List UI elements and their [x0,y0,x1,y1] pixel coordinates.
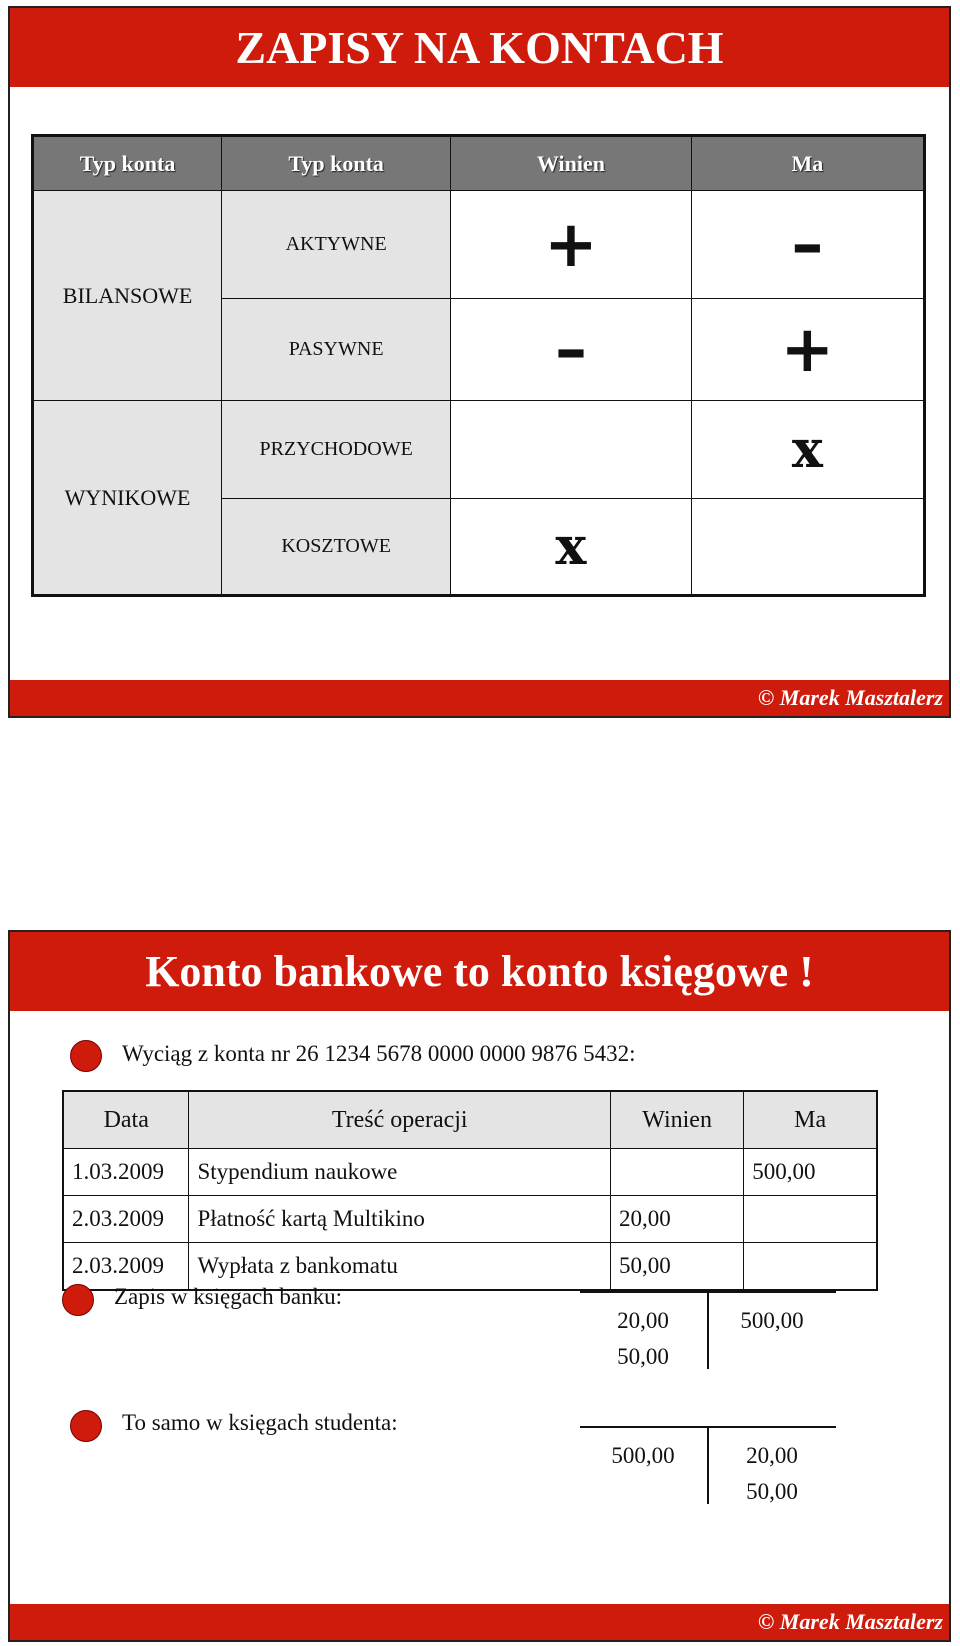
t-account-debit [580,1438,706,1474]
header-cell: Ma [744,1091,877,1149]
t-account-value: 20,00 [746,1443,798,1468]
ma-cell [744,1196,877,1243]
account-rules-table [31,134,926,597]
header-cell: Typ konta [33,136,222,191]
bullet-icon [70,1040,102,1072]
date-cell: 2.03.2009 [63,1196,189,1243]
winien-mark [451,401,692,499]
winien-sign: – [451,299,692,401]
header-cell: Typ konta [222,136,451,191]
ma-cell [744,1243,877,1291]
type-pasywne: PASYWNE [222,299,451,401]
header-cell: Ma [691,136,924,191]
date-cell: 2.03.2009 [63,1243,189,1291]
t-account-credit [709,1303,835,1339]
winien-sign: + [451,191,692,299]
type-aktywne: AKTYWNE [222,191,451,299]
table-row [33,191,925,299]
winien-cell: 50,00 [611,1243,744,1291]
slide1-footer: © Marek Masztalerz [10,680,949,716]
header-cell: Data [63,1091,189,1149]
t-account-debit [580,1303,706,1375]
table-header-row [63,1091,877,1149]
t-account-value: 50,00 [617,1344,669,1369]
bank-statement-table [62,1090,878,1291]
ma-sign: + [691,299,924,401]
ma-cell: 500,00 [744,1149,877,1196]
date-cell: 1.03.2009 [63,1149,189,1196]
slide1-title: ZAPISY NA KONTACH [10,8,949,87]
slide-zapisy-na-kontach [8,6,951,718]
statement-caption: Wyciąg z konta nr 26 1234 5678 0000 0000 9876 5432: [122,1041,636,1066]
bullet-icon [62,1284,94,1316]
student-t-account [580,1426,836,1504]
t-account-value: 50,00 [746,1479,798,1504]
ma-mark: x [691,401,924,499]
winien-cell [611,1149,744,1196]
bank-books-caption: Zapis w księgach banku: [114,1284,343,1309]
header-cell: Treść operacji [189,1091,611,1149]
table-header-row [33,136,925,191]
table-row [63,1196,877,1243]
t-account-value: 500,00 [740,1308,804,1333]
description-cell: Stypendium naukowe [189,1149,611,1196]
group-bilansowe: BILANSOWE [33,191,222,401]
group-wynikowe: WYNIKOWE [33,401,222,596]
t-account-credit [709,1438,835,1510]
header-cell: Winien [451,136,692,191]
type-przychodowe: PRZYCHODOWE [222,401,451,499]
ma-mark [691,499,924,596]
ma-sign: – [691,191,924,299]
description-cell: Płatność kartą Multikino [189,1196,611,1243]
student-books-caption: To samo w księgach studenta: [122,1410,398,1435]
slide-konto-bankowe [8,930,951,1642]
winien-cell: 20,00 [611,1196,744,1243]
header-cell: Winien [611,1091,744,1149]
t-account-value: 20,00 [617,1308,669,1333]
table-row [63,1243,877,1291]
t-account-value: 500,00 [611,1443,675,1468]
description-cell: Wypłata z bankomatu [189,1243,611,1291]
slide2-footer: © Marek Masztalerz [10,1604,949,1640]
bullet-icon [70,1410,102,1442]
type-kosztowe: KOSZTOWE [222,499,451,596]
table-row [63,1149,877,1196]
slide2-title: Konto bankowe to konto księgowe ! [10,932,949,1011]
table-row [33,401,925,499]
winien-mark: x [451,499,692,596]
bank-t-account [580,1291,836,1369]
